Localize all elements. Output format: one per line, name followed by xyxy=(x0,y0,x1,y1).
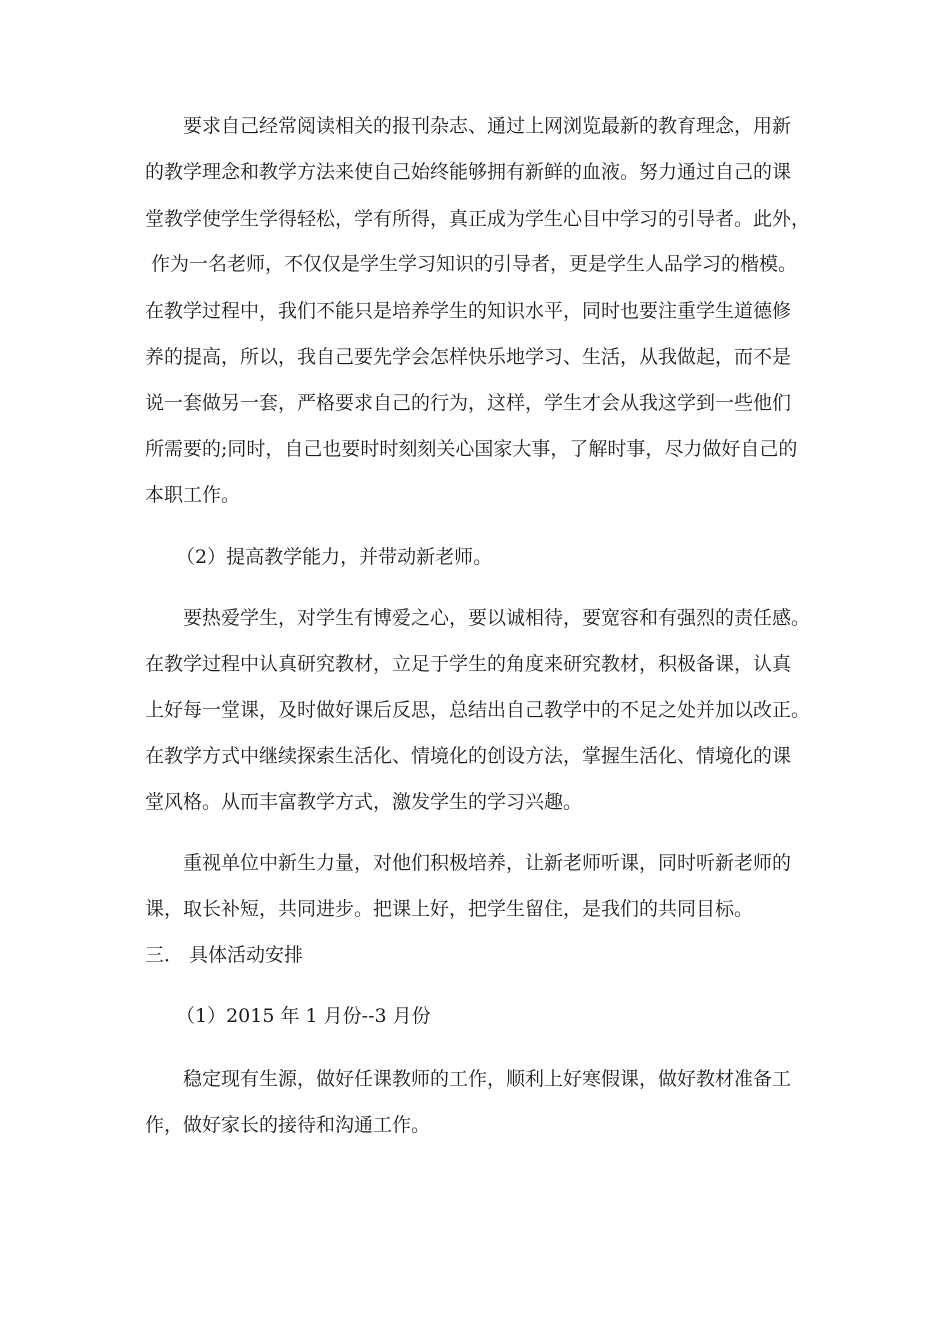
paragraph-line: 本职工作。 xyxy=(145,484,241,506)
paragraph-line: 稳定现有生源，做好任课教师的工作，顺利上好寒假课，做好教材准备工 xyxy=(183,1068,792,1090)
section-heading: （2）提高教学能力，并带动新老师。 xyxy=(176,546,493,568)
paragraph-line: 养的提高，所以，我自己要先学会怎样快乐地学习、生活，从我做起，而不是 xyxy=(145,346,792,368)
paragraph-line: 的教学理念和教学方法来使自己始终能够拥有新鲜的血液。努力通过自己的课 xyxy=(145,161,792,183)
paragraph-line: 重视单位中新生力量，对他们积极培养，让新老师听课，同时听新老师的 xyxy=(183,852,792,874)
paragraph-line: 作，做好家长的接待和沟通工作。 xyxy=(145,1114,431,1136)
paragraph-line: 堂教学使学生学得轻松，学有所得，真正成为学生心目中学习的引导者。此外， xyxy=(145,208,811,230)
paragraph-line: 说一套做另一套，严格要求自己的行为，这样，学生才会从我这学到一些他们 xyxy=(145,392,792,414)
paragraph-line: 作为一名老师，不仅仅是学生学习知识的引导者，更是学生人品学习的楷模。 xyxy=(151,253,798,275)
section-subheading: （1）2015 年 1 月份--3 月份 xyxy=(176,1005,431,1027)
paragraph-line: 所需要的;同时，自己也要时时刻刻关心国家大事，了解时事，尽力做好自己的 xyxy=(145,438,798,460)
paragraph-line: 堂风格。从而丰富教学方式，激发学生的学习兴趣。 xyxy=(145,791,583,813)
paragraph-line: 上好每一堂课，及时做好课后反思，总结出自己教学中的不足之处并加以改正。 xyxy=(145,699,811,721)
paragraph-line: 要热爱学生，对学生有博爱之心，要以诚相待，要宽容和有强烈的责任感。 xyxy=(183,607,811,629)
paragraph-line: 课，取长补短，共同进步。把课上好，把学生留住，是我们的共同目标。 xyxy=(145,898,754,920)
paragraph-line: 在教学方式中继续探索生活化、情境化的创设方法，掌握生活化、情境化的课 xyxy=(145,745,792,767)
section-heading: 三． 具体活动安排 xyxy=(145,944,304,966)
paragraph-line: 要求自己经常阅读相关的报刊杂志、通过上网浏览最新的教育理念，用新 xyxy=(183,115,792,137)
paragraph-line: 在教学过程中认真研究教材，立足于学生的角度来研究教材，积极备课，认真 xyxy=(145,653,792,675)
paragraph-line: 在教学过程中，我们不能只是培养学生的知识水平，同时也要注重学生道德修 xyxy=(145,300,792,322)
